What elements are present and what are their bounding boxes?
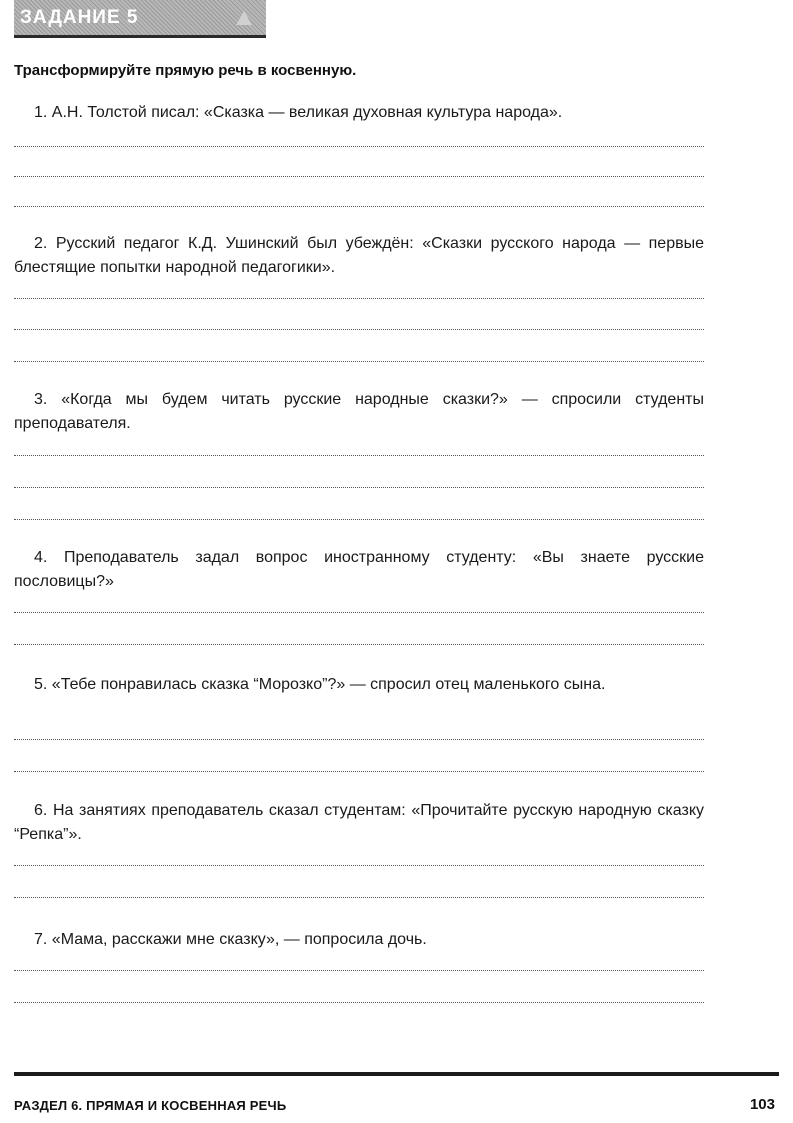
task-text-4: 4. Преподаватель задал вопрос иностранному студенту: «Вы знаете русские пословицы?» [14, 549, 704, 590]
answer-line[interactable] [14, 897, 704, 898]
answer-line[interactable] [14, 206, 704, 207]
answer-line[interactable] [14, 176, 704, 177]
task-text-3: 3. «Когда мы будем читать русские народные сказки?» — спросили студенты преподавателя. [14, 391, 704, 432]
task-item-5 [14, 673, 704, 697]
answer-line[interactable] [14, 329, 704, 330]
task-item-1 [14, 101, 704, 125]
answer-line[interactable] [14, 644, 704, 645]
task-banner-label: ЗАДАНИЕ 5 [20, 7, 139, 28]
task-item-6 [14, 799, 704, 847]
task-text-2: 2. Русский педагог К.Д. Ушинский был убеждён: «Сказки русского народа — первые блестящие попытки народной педагогики». [14, 235, 704, 276]
page-number: 103 [749, 1096, 775, 1113]
answer-line[interactable] [14, 361, 704, 362]
instruction-text: Трансформируйте прямую речь в косвенную. [14, 62, 357, 79]
footer-divider [14, 1072, 779, 1076]
task-text-5: 5. «Тебе понравилась сказка “Морозко”?» — спросил отец маленького сына. [34, 676, 606, 693]
task-text-6: 6. На занятиях преподаватель сказал студентам: «Прочитайте русскую народную сказку “Репка”». [14, 802, 704, 843]
task-item-3 [14, 388, 704, 436]
answer-line[interactable] [14, 487, 704, 488]
answer-line[interactable] [14, 865, 704, 866]
answer-line[interactable] [14, 298, 704, 299]
answer-line[interactable] [14, 771, 704, 772]
task-banner [14, 0, 266, 38]
task-item-4 [14, 546, 704, 594]
task-item-7 [14, 928, 704, 952]
task-item-2 [14, 232, 704, 280]
answer-line[interactable] [14, 970, 704, 971]
footer-section-title: РАЗДЕЛ 6. ПРЯМАЯ И КОСВЕННАЯ РЕЧЬ [14, 1098, 287, 1113]
answer-line[interactable] [14, 612, 704, 613]
answer-line[interactable] [14, 455, 704, 456]
task-text-1: 1. А.Н. Толстой писал: «Сказка — великая духовная культура народа». [34, 104, 563, 121]
answer-line[interactable] [14, 1002, 704, 1003]
answer-line[interactable] [14, 519, 704, 520]
task-text-7: 7. «Мама, расскажи мне сказку», — попросила дочь. [34, 931, 427, 948]
answer-line[interactable] [14, 146, 704, 147]
answer-line[interactable] [14, 739, 704, 740]
banner-triangle-icon [236, 11, 252, 25]
